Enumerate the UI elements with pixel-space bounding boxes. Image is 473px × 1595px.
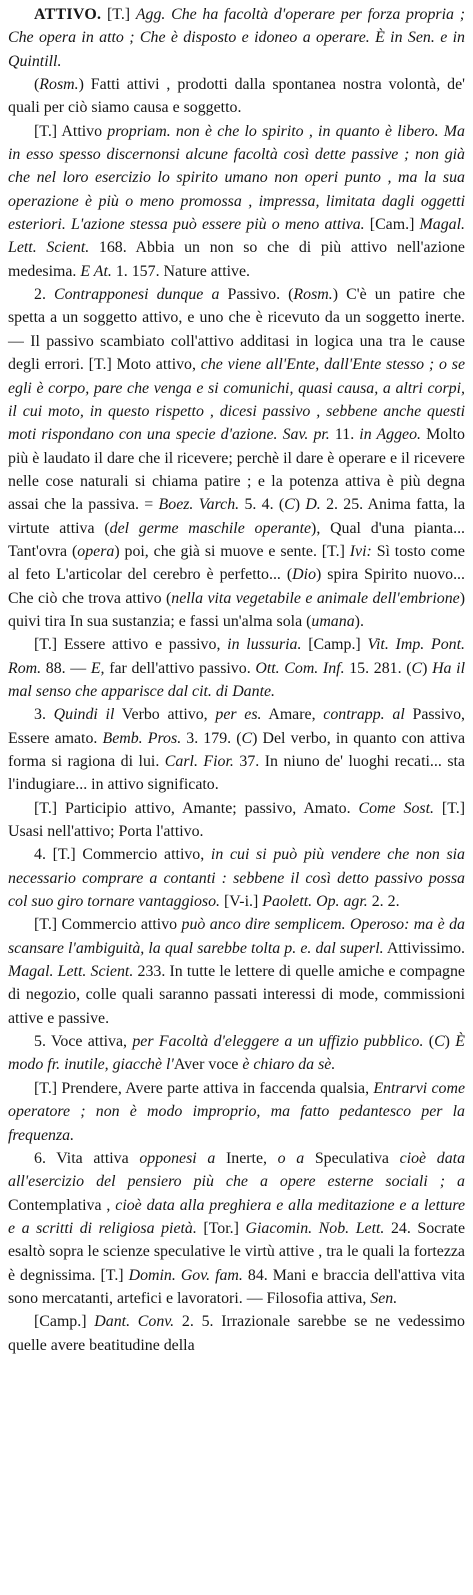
italic-text-segment: propriam. non è che lo spirito , in quanto è libero. Ma in esso spesso discernonsi alcune facoltà così dette passive ; non già che nel loro esercizio lo spirito umano non operi punto , ma la sua operazione è più o meno promossa , impressa, limitata dagli oggetti esteriori. L'azione stessa può essere più o meno attiva. — [8, 122, 465, 234]
text-segment: 5. 4. ( — [239, 496, 285, 514]
text-segment: [Tor.] — [196, 1219, 246, 1237]
commercio-operoso-paragraph — [8, 913, 465, 1030]
italic-text-segment: È modo fr. inutile, giacchè l' — [8, 1033, 465, 1074]
italic-text-segment: Bemb. Pros. — [102, 729, 182, 747]
text-segment: Passivo, Essere amato. — [8, 706, 466, 747]
text-segment: ) Del verbo, in quanto con attiva forma si ragiona di lui. — [8, 729, 466, 770]
entry-definition-paragraph — [8, 3, 465, 73]
text-segment: 11. — [329, 426, 360, 444]
italic-text-segment: Come Sost. — [358, 799, 434, 817]
sense-6-vita-attiva — [8, 1147, 465, 1310]
text-segment: ) — [294, 496, 306, 514]
italic-text-segment: per Facoltà d'eleggere a un uffizio pubblico. — [132, 1033, 424, 1051]
sense-3-verbo-attivo — [8, 703, 465, 796]
text-segment: 88. — — [41, 659, 91, 677]
text-segment: [T.] — [101, 6, 136, 23]
text-segment: 3. — [34, 706, 54, 724]
text-segment: [Camp.] — [301, 636, 368, 654]
participio-attivo-paragraph — [8, 797, 465, 844]
text-segment: 15. 281. ( — [344, 659, 412, 677]
italic-text-segment: umana — [311, 612, 355, 630]
italic-text-segment: Ivi: — [349, 542, 372, 560]
italic-text-segment: Giacomin. Nob. Lett. — [245, 1219, 385, 1237]
italic-text-segment: è chiaro da sè. — [242, 1056, 336, 1074]
text-segment: Passivo. ( — [219, 286, 294, 304]
text-segment: Attivissimo. — [383, 939, 465, 957]
italic-text-segment: cioè data all'esercizio del pensiero più che a opere esterne sociali ; a — [8, 1149, 466, 1191]
text-segment: [T.] Essere attivo e passivo, — [34, 636, 228, 654]
text-segment: ) C'è un patire che spetta a un soggetto attivo, e uno che è ricevuto da un soggetto inerte. — Il passivo scambiato coll'attivo additasi in logica una tra le cause degli errori. [T.] Moto attivo, — [8, 286, 466, 374]
italic-text-segment: o a — [277, 1149, 305, 1167]
italic-text-segment: del germe maschile operante — [109, 519, 312, 537]
italic-text-segment: Sen. — [370, 1289, 398, 1307]
text-segment: 233. In tutte le lettere di quelle amiche e compagne di negozio, colle quali saranno passati interessi di mode, commissioni attive e passive. — [8, 963, 465, 1027]
italic-text-segment: Dant. Conv. — [94, 1313, 175, 1331]
rosmini-citation-paragraph — [8, 73, 465, 120]
italic-text-segment: Carl. Fior. — [164, 753, 234, 770]
text-segment: Aver voce — [173, 1056, 243, 1074]
italic-text-segment: Dio — [292, 566, 317, 584]
italic-text-segment: C — [411, 659, 423, 677]
headword: ATTIVO. — [34, 6, 102, 23]
text-segment: 24. Socrate esaltò sopra le scienze speculative le virtù attive , tra le quali la fortezza è degnissima. [T.] — [8, 1219, 466, 1284]
italic-text-segment: Quindi il — [53, 706, 115, 724]
text-segment: 2. — [34, 286, 55, 304]
italic-text-segment: E, — [90, 659, 105, 677]
text-segment: Sì tosto come al feto L'articolar del cerebro è perfetto... ( — [8, 542, 465, 584]
italic-text-segment: può anco dire semplicem. Operoso: ma è da scansare l'ambiguità, la qual sarebbe tolta p. e. dal superl. — [8, 916, 465, 957]
italic-text-segment: Paolett. Op. agr. — [262, 893, 368, 911]
text-segment: 84. Mani e braccia dell'attiva vita sono mercatanti, artefici e lavoratori. — Filosofia attiva, — [8, 1266, 465, 1307]
italic-text-segment: Rosm. — [293, 286, 333, 304]
sense-4-commercio-attivo — [8, 843, 465, 913]
italic-text-segment: Magal. Lett. Scient. — [8, 963, 134, 981]
text-segment: 4. [T.] Commercio attivo, — [34, 846, 211, 864]
italic-text-segment: in cui si può più vendere che non sia necessario comprare a contanti : sebbene il così detto passivo possa col suo giro tornare vantaggioso. — [8, 846, 465, 911]
text-segment: 2. 25. Anima fatta, la virtute attiva ( — [8, 496, 466, 537]
italic-text-segment: Rosm. — [39, 76, 79, 94]
dante-convivio-paragraph — [8, 1310, 465, 1357]
italic-text-segment: che viene all'Ente, dall'Ente stesso ; o se egli è corpo, pare che venga e si comunichi, quasi causa, a altri corpi, il cui moto, in questo rispetto , dicesi passivo , sebbene anche questi moti rispondano con una specie d'azione. Sav. pr. — [8, 356, 466, 444]
italic-text-segment: nella vita vegetabile e animale dell'embrione — [171, 589, 460, 607]
italic-text-segment: Boez. Varch. — [158, 496, 240, 514]
text-segment: [T.] Prendere, Avere parte attiva in faccenda qualsia, — [34, 1079, 374, 1097]
text-segment: ) poi, che già si muove e sente. [T.] — [114, 542, 350, 560]
italic-text-segment: Agg. Che ha facoltà d'operare per forza propria ; Che opera in atto ; Che è disposto e idoneo a operare. È in Sen. e in Quintill. — [8, 6, 465, 70]
italic-text-segment: Magal. Lett. Scient. — [8, 216, 465, 257]
text-segment: [V-i.] — [220, 893, 263, 911]
text-segment: far dell'attivo passivo. — [104, 659, 256, 677]
italic-text-segment: Ott. Com. Inf. — [255, 659, 345, 677]
text-segment: Verbo attivo, — [114, 706, 216, 724]
text-segment: ) spira Spirito nuovo... Che ciò che trova attivo ( — [8, 566, 466, 607]
parte-attiva-paragraph — [8, 1077, 465, 1147]
text-segment: ) — [444, 1033, 456, 1051]
text-segment: [T.] Attivo — [34, 122, 108, 140]
italic-text-segment: C — [284, 496, 295, 514]
text-segment: ( — [423, 1033, 435, 1051]
text-segment: ), Qual d'una pianta... Tant'ovra ( — [8, 519, 466, 560]
text-segment: 6. Vita attiva — [34, 1149, 140, 1167]
italic-text-segment: in lussuria. — [227, 636, 302, 654]
text-segment: Inerte, — [215, 1149, 278, 1167]
italic-text-segment: Domin. Gov. fam. — [128, 1266, 243, 1284]
italic-text-segment: Ha il mal senso che apparisce dal cit. di Dante. — [8, 659, 465, 700]
text-segment: ). — [354, 612, 364, 630]
text-segment: ) — [422, 659, 433, 677]
text-segment: 1. 157. Nature attive. — [111, 262, 250, 280]
text-segment: 37. In niuno de' luoghi recati... sta l'indugiare... in attivo significato. — [8, 753, 465, 794]
text-segment: ( — [34, 76, 40, 94]
text-segment: 3. 179. ( — [181, 729, 242, 747]
italic-text-segment: E At. — [80, 262, 112, 280]
text-segment: [T.] Participio attivo, Amante; passivo, Amato. — [34, 799, 359, 817]
italic-text-segment: in Aggeo. — [359, 426, 422, 444]
sense-2-contrapposto-passivo — [8, 283, 465, 633]
text-segment: [T.] Usasi nell'attivo; Porta l'attivo. — [8, 799, 465, 841]
text-segment: ) quivi tira In sua sustanzia; e fassi un'alma sola ( — [8, 589, 466, 630]
text-segment: 168. Abbia un non so che di più attivo nell'azione medesima. — [8, 239, 465, 280]
text-segment: 2. 2. — [367, 893, 400, 911]
text-segment: Contemplativa , — [8, 1196, 116, 1214]
text-segment: [Camp.] — [34, 1313, 95, 1331]
italic-text-segment: contrapp. al — [323, 706, 405, 724]
italic-text-segment: opera — [77, 542, 115, 560]
text-segment: Amare, — [261, 706, 324, 724]
text-segment: 5. Voce attiva, — [34, 1033, 133, 1051]
italic-text-segment: Contrapponesi dunque a — [54, 286, 220, 304]
text-segment: Molto più è laudato il dare che il ricevere; perchè il dare è operare e il ricevere nelle cose naturali si chiama patire ; e la potenza attiva è più degna assai che la passiva. = — [8, 426, 466, 514]
sense-5-voce-attiva — [8, 1030, 465, 1077]
italic-text-segment: Entrarvi come operatore ; non è modo improprio, ma fatto pedantesco per la frequenza. — [8, 1079, 465, 1144]
attivo-propriamente-paragraph — [8, 120, 465, 283]
italic-text-segment: C — [241, 729, 253, 747]
attivo-passivo-lussuria-paragraph — [8, 633, 465, 703]
italic-text-segment: cioè data alla preghiera e alla meditazione e a letture e a scritti di religiosa pietà. — [8, 1196, 465, 1237]
text-segment: ) Fatti attivi , prodotti dalla spontanea nostra volontà, de' quali per ciò siamo causa e soggetto. — [8, 76, 465, 117]
text-segment: [Cam.] — [364, 216, 420, 234]
text-segment: 2. 5. Irrazionale sarebbe se ne vedessimo quelle avere beatitudine della — [8, 1313, 465, 1354]
italic-text-segment: D. — [305, 496, 321, 514]
italic-text-segment: per es. — [215, 706, 262, 724]
text-segment: Speculativa — [304, 1149, 400, 1167]
italic-text-segment: opponesi a — [139, 1149, 216, 1167]
italic-text-segment: C — [434, 1033, 445, 1051]
italic-text-segment: Vit. Imp. Pont. Rom. — [8, 636, 465, 677]
text-segment: [T.] Commercio attivo — [34, 916, 182, 934]
